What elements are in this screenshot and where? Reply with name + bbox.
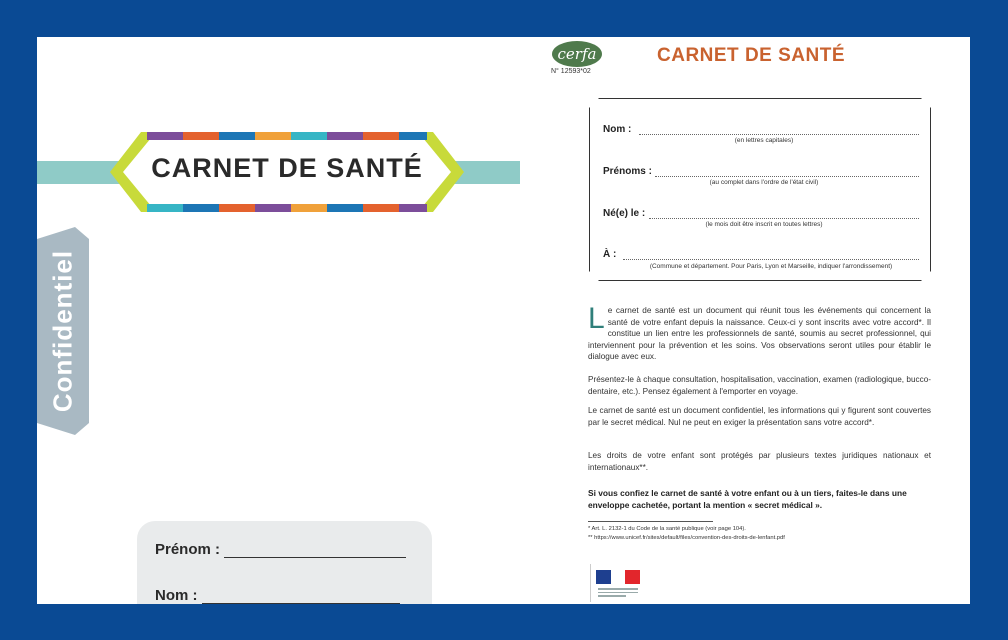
stripe-top	[147, 132, 427, 140]
cerfa-number: N° 12593*02	[551, 68, 591, 75]
footnote-divider	[588, 521, 713, 522]
form-birthplace-line[interactable]	[623, 258, 919, 260]
form-birthdate-hint: (le mois doit être inscrit en toutes lettres)	[705, 221, 823, 228]
form-nom-label: Nom :	[603, 124, 632, 135]
secret-notice: Si vous confiez le carnet de santé à votre enfant ou à un tiers, faites-le dans une enveloppe cachetée, portant la mention « secret médical ».	[588, 488, 907, 510]
french-flag-icon	[596, 570, 640, 584]
identity-form	[591, 100, 927, 277]
form-birthplace-label: À :	[603, 249, 617, 260]
paragraph-4: Les droits de votre enfant sont protégés par plusieurs textes juridiques nationaux et internationaux**.	[588, 451, 931, 472]
form-birthplace-hint: (Commune et département. Pour Paris, Lyon et Marseille, indiquer l'arrondissement)	[649, 263, 893, 270]
republic-motto-lines	[598, 588, 638, 599]
confidential-label: Confidentiel	[47, 249, 78, 413]
form-birthdate-label: Né(e) le :	[603, 208, 646, 219]
booklet-spread	[37, 37, 970, 604]
nom-line[interactable]	[202, 589, 400, 604]
page-title: CARNET DE SANTÉ	[657, 45, 846, 66]
paragraph-3: Le carnet de santé est un document confidentiel, les informations qui y figurent sont couvertes par le secret médical. Nul ne peut en exiger la présentation sans votre accord*.	[588, 406, 931, 427]
form-prenoms-hint: (au complet dans l'ordre de l'état civil)	[709, 179, 819, 186]
form-prenoms-line[interactable]	[655, 175, 919, 177]
republique-francaise-logo	[590, 564, 647, 602]
cerfa-logo: cerfa	[552, 41, 602, 67]
paragraph-1-text: e carnet de santé est un document qui réunit tous les événements qui concernent la santé de votre enfant depuis la naissance. Ceux-ci y sont inscrits avec votre accord*. Il constitue un lien entre les professionnels de santé, soumis au secret professionnel, qui interviennent pour la prévention et les soins. Vos observations seront utiles pour établir le dialogue avec eux.	[588, 306, 931, 361]
paragraph-2: Présentez-le à chaque consultation, hospitalisation, vaccination, examen (radiologique, bucco-dentaire, etc.). Pensez également à l'emporter en voyage.	[588, 375, 931, 396]
cover-title: CARNET DE SANTÉ	[151, 153, 423, 183]
form-prenoms-label: Prénoms :	[603, 166, 652, 177]
footnote-2: ** https://www.unicef.fr/sites/default/files/convention-des-droits-de-lenfant.pdf	[588, 535, 785, 541]
prenom-line[interactable]	[224, 543, 406, 558]
form-birthdate-line[interactable]	[649, 217, 919, 219]
stripe-bottom	[147, 204, 427, 212]
prenom-row	[155, 541, 406, 558]
paragraph-intro	[588, 302, 931, 363]
prenom-label: Prénom :	[155, 541, 221, 558]
nom-row	[155, 587, 400, 604]
form-nom-hint: (en lettres capitales)	[734, 137, 794, 144]
identity-box	[137, 521, 432, 604]
footnote-1: * Art. L. 2132-1 du Code de la santé publique (voir page 104).	[588, 526, 746, 532]
nom-label: Nom :	[155, 587, 198, 604]
dropcap-letter: L	[588, 302, 605, 335]
form-nom-line[interactable]	[639, 133, 919, 135]
